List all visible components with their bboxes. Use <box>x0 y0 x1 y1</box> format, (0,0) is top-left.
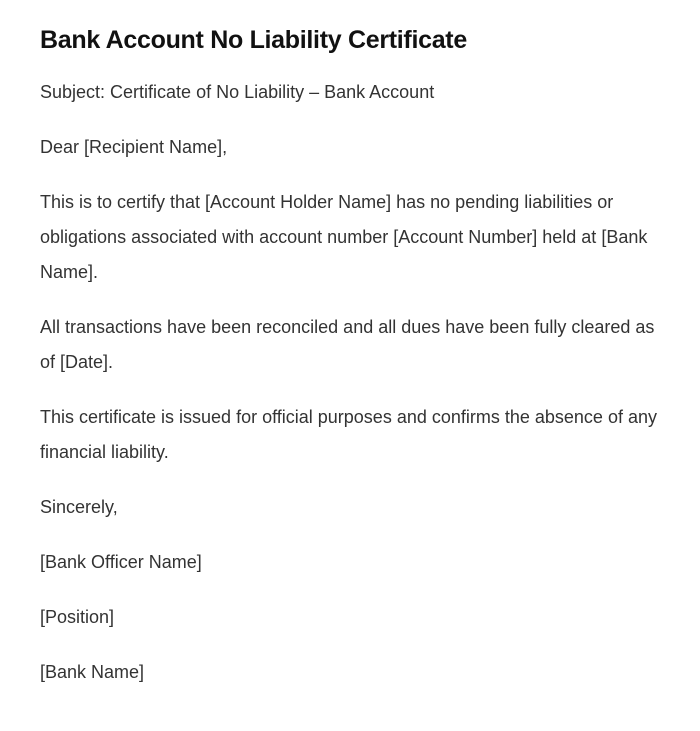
page-title: Bank Account No Liability Certificate <box>40 26 467 54</box>
signature-line-bank-name: [Bank Name] <box>40 662 145 682</box>
closing-line: Sincerely, <box>40 497 118 517</box>
body-paragraph: This is to certify that [Account Holder Name] has no pending liabilities or obligations associated with account number [Account Number] held at [Bank Name]. <box>40 192 648 282</box>
salutation-line: Dear [Recipient Name], <box>40 137 228 157</box>
signature-line-position: [Position] <box>40 607 115 627</box>
subject-line: Subject: Certificate of No Liability – Bank Account <box>40 82 435 102</box>
body-paragraph: This certificate is issued for official purposes and confirms the absence of any financial liability. <box>40 407 657 462</box>
body-paragraph: All transactions have been reconciled and all dues have been fully cleared as of [Date]. <box>40 317 655 372</box>
signature-line-officer-name: [Bank Officer Name] <box>40 552 202 572</box>
